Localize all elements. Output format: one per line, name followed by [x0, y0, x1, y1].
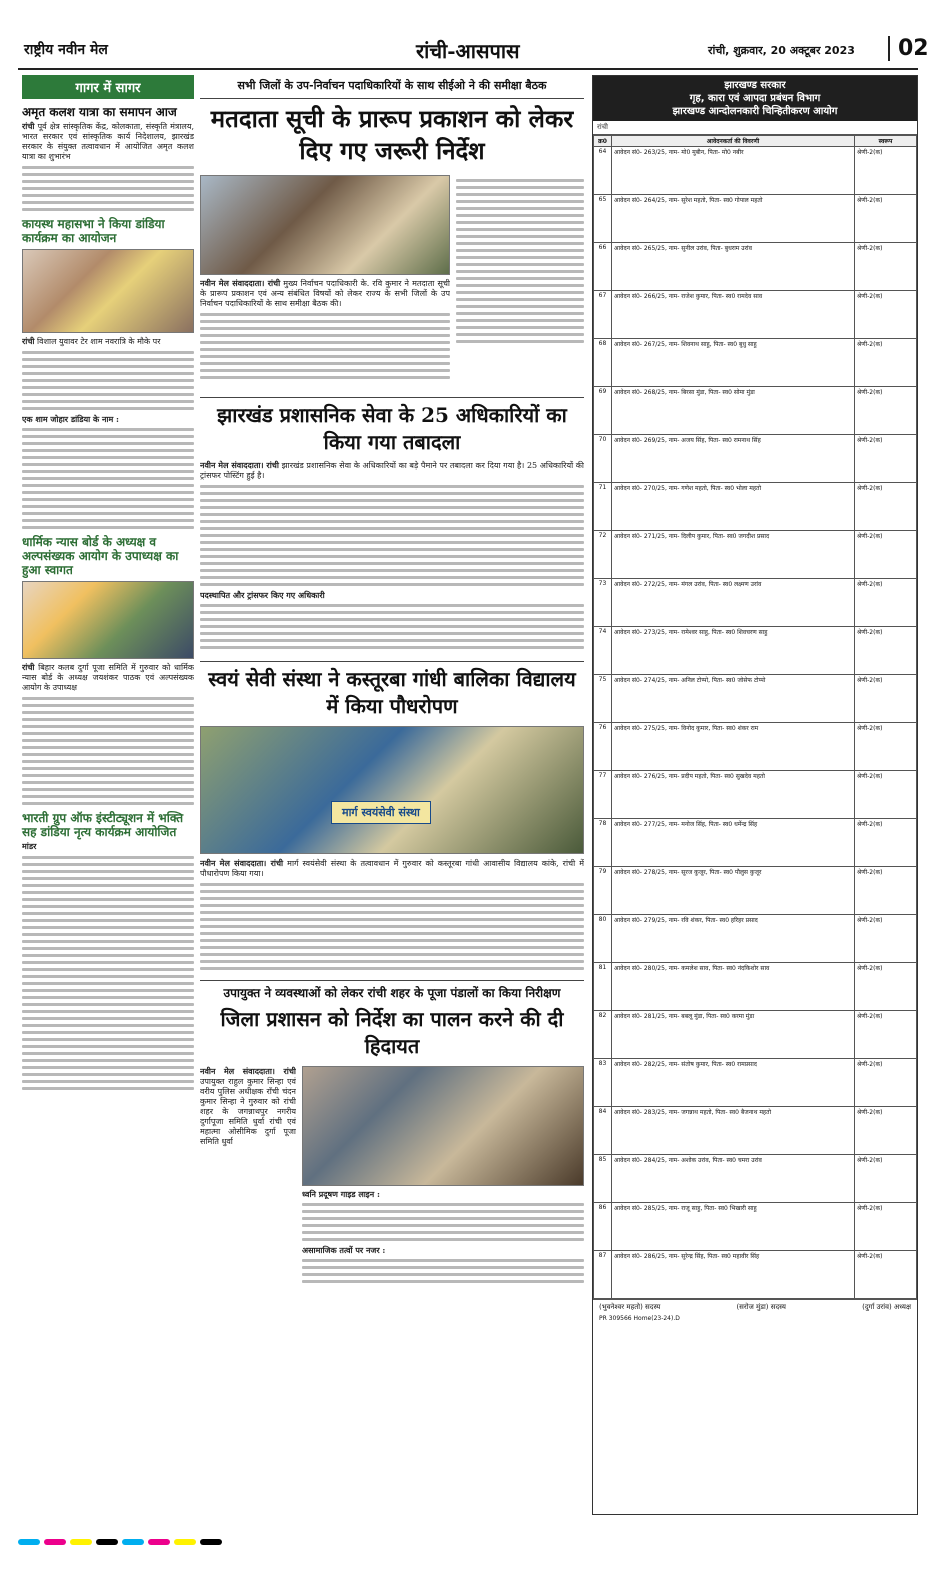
story-headline: झारखंड प्रशासनिक सेवा के 25 अधिकारियों का किया गया तबादला: [200, 397, 584, 456]
text-filler: [22, 166, 194, 211]
story-lead: रांची: [22, 662, 35, 672]
table-cell-mark: श्रेणी-2(क): [855, 339, 917, 387]
story-body: झारखंड प्रशासनिक सेवा के अधिकारियों का बड़े पैमाने पर तबादला कर दिया गया है। 25 अधिकारियों की ट्रांसफर पोस्टिंग हुई है।: [200, 461, 584, 480]
table-cell-mark: श्रेणी-2(क): [855, 387, 917, 435]
table-cell-sn: 71: [594, 483, 612, 531]
registration-mark: [44, 1539, 66, 1545]
table-cell-detail: आवेदन सं0- 264/25, नाम- सुरेश महतो, पिता- स्व0 गोपाल महतो: [612, 195, 855, 243]
table-row: [594, 339, 917, 387]
table-cell-mark: श्रेणी-2(क): [855, 195, 917, 243]
byline: नवीन मेल संवाददाता। रांची: [200, 858, 284, 868]
table-cell-detail: आवेदन सं0- 275/25, नाम- विनोद कुमार, पिता- स्व0 शंकर राम: [612, 723, 855, 771]
table-cell-detail: आवेदन सं0- 279/25, नाम- रवि शंकर, पिता- स्व0 हरिहर प्रसाद: [612, 915, 855, 963]
table-cell-mark: श्रेणी-2(क): [855, 531, 917, 579]
column-header: क्र0: [594, 136, 612, 147]
notice-title-line: झारखण्ड आन्दोलनकारी चिन्हितीकरण आयोग: [672, 106, 838, 117]
table-row: [594, 1059, 917, 1107]
table-cell-sn: 82: [594, 1011, 612, 1059]
signature: (दुर्गा उरांव) अध्यक्ष: [862, 1303, 911, 1311]
column-header: आवेदनकर्ता की विवरणी: [612, 136, 855, 147]
registration-mark: [200, 1539, 222, 1545]
color-registration-strip: [18, 1538, 918, 1546]
text-filler: [302, 1259, 584, 1283]
table-cell-detail: आवेदन सं0- 273/25, नाम- रामेश्वर साहु, पिता- स्व0 शिवचरण साहु: [612, 627, 855, 675]
dateline: रांची, शुक्रवार, 20 अक्टूबर 2023: [708, 44, 855, 57]
registration-mark: [148, 1539, 170, 1545]
table-cell-detail: आवेदन सं0- 280/25, नाम- कमलेश साव, पिता- स्व0 नंदकिशोर साव: [612, 963, 855, 1011]
table-cell-sn: 75: [594, 675, 612, 723]
story-subhead: पदस्थापित और ट्रांसफर किए गए अधिकारी: [200, 590, 325, 600]
table-row: [594, 1203, 917, 1251]
table-cell-mark: श्रेणी-2(क): [855, 723, 917, 771]
table-cell-detail: आवेदन सं0- 286/25, नाम- सुरेन्द्र सिंह, पिता- स्व0 महावीर सिंह: [612, 1251, 855, 1299]
table-cell-mark: श्रेणी-2(क): [855, 147, 917, 195]
text-filler: [200, 313, 450, 379]
table-row: [594, 579, 917, 627]
table-row: [594, 867, 917, 915]
story-body: मुख्य निर्वाचन पदाधिकारी के. रवि कुमार ने मतदाता सूची के प्रारूप प्रकाशन एवं अन्य संबंधित विषयों को लेकर राज्य के सभी जिलों के उप निर्वाचन पदाधिकारियों के साथ समीक्षा बैठक की।: [200, 279, 450, 308]
registration-mark: [18, 1539, 40, 1545]
table-cell-detail: आवेदन सं0- 285/25, नाम- राजू साहु, पिता- स्व0 भिखारी साहु: [612, 1203, 855, 1251]
table-cell-mark: श्रेणी-2(क): [855, 915, 917, 963]
table-cell-sn: 87: [594, 1251, 612, 1299]
story-headline: जिला प्रशासन को निर्देश का पालन करने की दी हिदायत: [220, 1007, 564, 1058]
table-cell-sn: 74: [594, 627, 612, 675]
table-cell-detail: आवेदन सं0- 266/25, नाम- राजेश कुमार, पिता- स्व0 रामदेव साव: [612, 291, 855, 339]
table-cell-mark: श्रेणी-2(क): [855, 675, 917, 723]
table-cell-mark: श्रेणी-2(क): [855, 1155, 917, 1203]
table-row: [594, 147, 917, 195]
story-text: [22, 336, 194, 347]
table-cell-detail: आवेदन सं0- 278/25, नाम- सूरज कुजूर, पिता- स्व0 पौलुस कुजूर: [612, 867, 855, 915]
page-header: [18, 34, 929, 70]
table-row: [594, 1155, 917, 1203]
table-row: [594, 675, 917, 723]
notice-title-line: गृह, कारा एवं आपदा प्रबंधन विभाग: [689, 93, 821, 104]
story-block: [200, 175, 584, 383]
table-cell-mark: श्रेणी-2(क): [855, 1107, 917, 1155]
page-number: 02: [888, 36, 929, 61]
inspection-photo: [302, 1066, 584, 1186]
table-row: [594, 195, 917, 243]
table-cell-detail: आवेदन सं0- 276/25, नाम- प्रदीप महतो, पिता- स्व0 सुखदेव महतो: [612, 771, 855, 819]
dandiya-photo: [22, 249, 194, 333]
table-row: [594, 627, 917, 675]
story-text: [200, 460, 584, 481]
table-cell-sn: 70: [594, 435, 612, 483]
story-block: [200, 1066, 584, 1287]
signature: (भुवनेश्वर महतो) सदस्य: [599, 1303, 661, 1311]
text-filler: [22, 856, 194, 1090]
table-cell-mark: श्रेणी-2(क): [855, 1203, 917, 1251]
table-cell-sn: 72: [594, 531, 612, 579]
registration-mark: [174, 1539, 196, 1545]
table-cell-detail: आवेदन सं0- 263/25, नाम- मो0 मुबीन, पिता- मो0 नबीर: [612, 147, 855, 195]
story-subhead: एक शाम जोहार डांडिया के नाम :: [22, 414, 119, 424]
registration-mark: [70, 1539, 92, 1545]
table-cell-mark: श्रेणी-2(क): [855, 867, 917, 915]
table-row: [594, 723, 917, 771]
left-banner: गागर में सागर: [22, 75, 194, 99]
column-header: स्वरूप: [855, 136, 917, 147]
table-row: [594, 819, 917, 867]
story-headline: धार्मिक न्यास बोर्ड के अध्यक्ष व अल्पसंख्यक आयोग के उपाध्यक्ष का हुआ स्वागत: [22, 535, 179, 577]
table-cell-detail: आवेदन सं0- 277/25, नाम- मनोज सिंह, पिता- स्व0 धर्मेन्द्र सिंह: [612, 819, 855, 867]
table-cell-detail: आवेदन सं0- 267/25, नाम- शिवनाथ साहु, पिता- स्व0 बुधु साहु: [612, 339, 855, 387]
release-number: PR 309566 Home(23-24).D: [599, 1315, 680, 1322]
table-cell-sn: 84: [594, 1107, 612, 1155]
text-filler: [22, 428, 194, 529]
text-filler: [200, 604, 584, 649]
text-filler: [456, 175, 584, 383]
story-text: [22, 121, 194, 162]
story-text: [22, 662, 194, 693]
table-row: [594, 531, 917, 579]
felicitation-photo: [22, 581, 194, 659]
story-text: [200, 1066, 296, 1147]
table-row: [594, 963, 917, 1011]
table-cell-detail: आवेदन सं0- 274/25, नाम- अनिल टोप्पो, पिता- स्व0 जोसेफ टोप्पो: [612, 675, 855, 723]
table-row: [594, 1251, 917, 1299]
banner-text: मार्ग स्वयंसेवी संस्था: [331, 801, 431, 824]
table-cell-mark: श्रेणी-2(क): [855, 243, 917, 291]
table-row: [594, 1107, 917, 1155]
table-cell-detail: आवेदन सं0- 284/25, नाम- अशोक उरांव, पिता- स्व0 चमरा उरांव: [612, 1155, 855, 1203]
notice-subtitle: रांची: [593, 121, 917, 135]
table-cell-mark: श्रेणी-2(क): [855, 291, 917, 339]
table-row: [594, 435, 917, 483]
table-cell-sn: 69: [594, 387, 612, 435]
table-cell-mark: श्रेणी-2(क): [855, 771, 917, 819]
story-text: [22, 841, 194, 852]
table-cell-detail: आवेदन सं0- 268/25, नाम- बिरसा मुंडा, पिता- स्व0 सोमा मुंडा: [612, 387, 855, 435]
table-cell-mark: श्रेणी-2(क): [855, 819, 917, 867]
section-title: रांची-आसपास: [416, 39, 520, 63]
byline: नवीन मेल संवाददाता। रांची: [200, 278, 281, 288]
byline: नवीन मेल संवाददाता। रांची: [200, 1066, 296, 1076]
story-body: मार्ग स्वयंसेवी संस्था के तत्वावधान में गुरुवार को कस्तूरबा गांधी आवासीय विद्यालय कांके, रांची में पौधारोपण किया गया।: [200, 859, 584, 878]
table-cell-mark: श्रेणी-2(क): [855, 1011, 917, 1059]
story-headline: अमृत कलश यात्रा का समापन आज: [22, 105, 177, 119]
registration-mark: [122, 1539, 144, 1545]
table-cell-mark: श्रेणी-2(क): [855, 1251, 917, 1299]
table-cell-mark: श्रेणी-2(क): [855, 435, 917, 483]
table-cell-mark: श्रेणी-2(क): [855, 627, 917, 675]
story-body: पूर्व क्षेत्र सांस्कृतिक केंद्र, कोलकाता, संस्कृति मंत्रालय, भारत सरकार एवं सांस्कृतिक कार्य निदेशालय, झारखंड सरकार के संयुक्त तत्वावधान में आयोजित अमृत कलश यात्रा का शुभारंभ: [22, 122, 194, 161]
story-headline: कायस्थ महासभा ने किया डांडिया कार्यक्रम का आयोजन: [22, 217, 165, 245]
table-cell-sn: 79: [594, 867, 612, 915]
story-headline: भारती ग्रुप ऑफ इंस्टीट्यूशन में भक्ति सह डांडिया नृत्य कार्यक्रम आयोजित: [22, 811, 184, 839]
table-cell-detail: आवेदन सं0- 270/25, नाम- गणेश महतो, पिता- स्व0 भोला महतो: [612, 483, 855, 531]
plantation-photo: [200, 726, 584, 854]
story-text: [200, 278, 450, 309]
masthead-logo: राष्ट्रीय नवीन मेल: [24, 42, 108, 58]
signature: (सरोज मुंडा) सदस्य: [736, 1303, 786, 1311]
table-cell-sn: 68: [594, 339, 612, 387]
left-column: [22, 75, 194, 1515]
story-body: उपायुक्त राहुल कुमार सिन्हा एवं वरीय पुलिस अधीक्षक राँची चंदन कुमार सिन्हा ने गुरुवार को रांची शहर के जगन्नाथपुर नगरीय दुर्गापूजा समिति धुर्वा रांची एवं महात्मा ओसीमिक दुर्गा पूजा समिति धुर्वा: [200, 1077, 296, 1146]
table-row: [594, 387, 917, 435]
table-cell-detail: आवेदन सं0- 283/25, नाम- जगन्नाथ महतो, पिता- स्व0 बैजनाथ महतो: [612, 1107, 855, 1155]
table-cell-mark: श्रेणी-2(क): [855, 579, 917, 627]
table-cell-detail: आवेदन सं0- 272/25, नाम- मंगल उरांव, पिता- स्व0 लक्ष्मण उरांव: [612, 579, 855, 627]
government-notice: [592, 75, 918, 1515]
story-text: [200, 858, 584, 879]
table-cell-sn: 81: [594, 963, 612, 1011]
table-cell-detail: आवेदन सं0- 282/25, नाम- संतोष कुमार, पिता- स्व0 रामप्रसाद: [612, 1059, 855, 1107]
meeting-photo: [200, 175, 450, 275]
table-cell-sn: 66: [594, 243, 612, 291]
table-cell-detail: आवेदन सं0- 281/25, नाम- बबलू मुंडा, पिता- स्व0 करमा मुंडा: [612, 1011, 855, 1059]
story-kicker: उपायुक्त ने व्यवस्थाओं को लेकर रांची शहर के पूजा पंडालों का किया निरीक्षण: [200, 980, 584, 1006]
table-cell-sn: 86: [594, 1203, 612, 1251]
table-row: [594, 1011, 917, 1059]
table-cell-sn: 76: [594, 723, 612, 771]
notice-title-line: झारखण्ड सरकार: [724, 80, 786, 91]
text-filler: [200, 485, 584, 586]
table-cell-detail: आवेदन सं0- 269/25, नाम- अजय सिंह, पिता- स्व0 रामनाथ सिंह: [612, 435, 855, 483]
story-subhead: असामाजिक तत्वों पर नजर :: [302, 1245, 386, 1255]
table-cell-detail: आवेदन सं0- 265/25, नाम- सुनील उरांव, पिता- बुधराम उरांव: [612, 243, 855, 291]
text-filler: [22, 697, 194, 805]
story-body: विशाल युवावर टेर शाम नवरात्रि के मौके पर: [37, 337, 161, 346]
table-cell-mark: श्रेणी-2(क): [855, 963, 917, 1011]
table-cell-sn: 83: [594, 1059, 612, 1107]
notice-table: [593, 135, 917, 1299]
table-cell-sn: 78: [594, 819, 612, 867]
table-row: [594, 771, 917, 819]
table-cell-sn: 64: [594, 147, 612, 195]
table-cell-sn: 65: [594, 195, 612, 243]
table-row: [594, 915, 917, 963]
story-lead: रांची: [22, 336, 35, 346]
table-row: [594, 243, 917, 291]
story-headline: मतदाता सूची के प्रारूप प्रकाशन को लेकर दिए गए जरूरी निर्देश: [210, 104, 574, 165]
table-row: [594, 291, 917, 339]
table-cell-mark: श्रेणी-2(क): [855, 483, 917, 531]
story-lead: मांडर: [22, 841, 37, 851]
table-cell-mark: श्रेणी-2(क): [855, 1059, 917, 1107]
registration-mark: [96, 1539, 118, 1545]
story-body: बिहार कलब दुर्गा पूजा समिति में गुरुवार को धार्मिक न्यास बोर्ड के अध्यक्ष जयशंकर पाठक एवं अल्पसंख्यक आयोग के उपाध्यक्ष: [22, 663, 194, 692]
text-filler: [22, 351, 194, 410]
table-cell-detail: आवेदन सं0- 271/25, नाम- दिलीप कुमार, पिता- स्व0 जगदीश प्रसाद: [612, 531, 855, 579]
story-kicker: सभी जिलों के उप-निर्वाचन पदाधिकारियों के साथ सीईओ ने की समीक्षा बैठक: [200, 75, 584, 99]
signature-row: [593, 1299, 917, 1315]
middle-column: [200, 75, 584, 1515]
text-filler: [302, 1203, 584, 1241]
byline: नवीन मेल संवाददाता। रांची: [200, 460, 279, 470]
table-row: [594, 483, 917, 531]
story-lead: रांची: [22, 121, 35, 131]
table-cell-sn: 73: [594, 579, 612, 627]
table-cell-sn: 67: [594, 291, 612, 339]
table-cell-sn: 85: [594, 1155, 612, 1203]
story-subhead: ध्वनि प्रदूषण गाइड लाइन :: [302, 1189, 380, 1199]
notice-title: [593, 76, 917, 121]
table-cell-sn: 80: [594, 915, 612, 963]
story-headline: स्वयं सेवी संस्था ने कस्तूरबा गांधी बालिका विद्यालय में किया पौधरोपण: [200, 661, 584, 720]
text-filler: [200, 883, 584, 970]
table-cell-sn: 77: [594, 771, 612, 819]
